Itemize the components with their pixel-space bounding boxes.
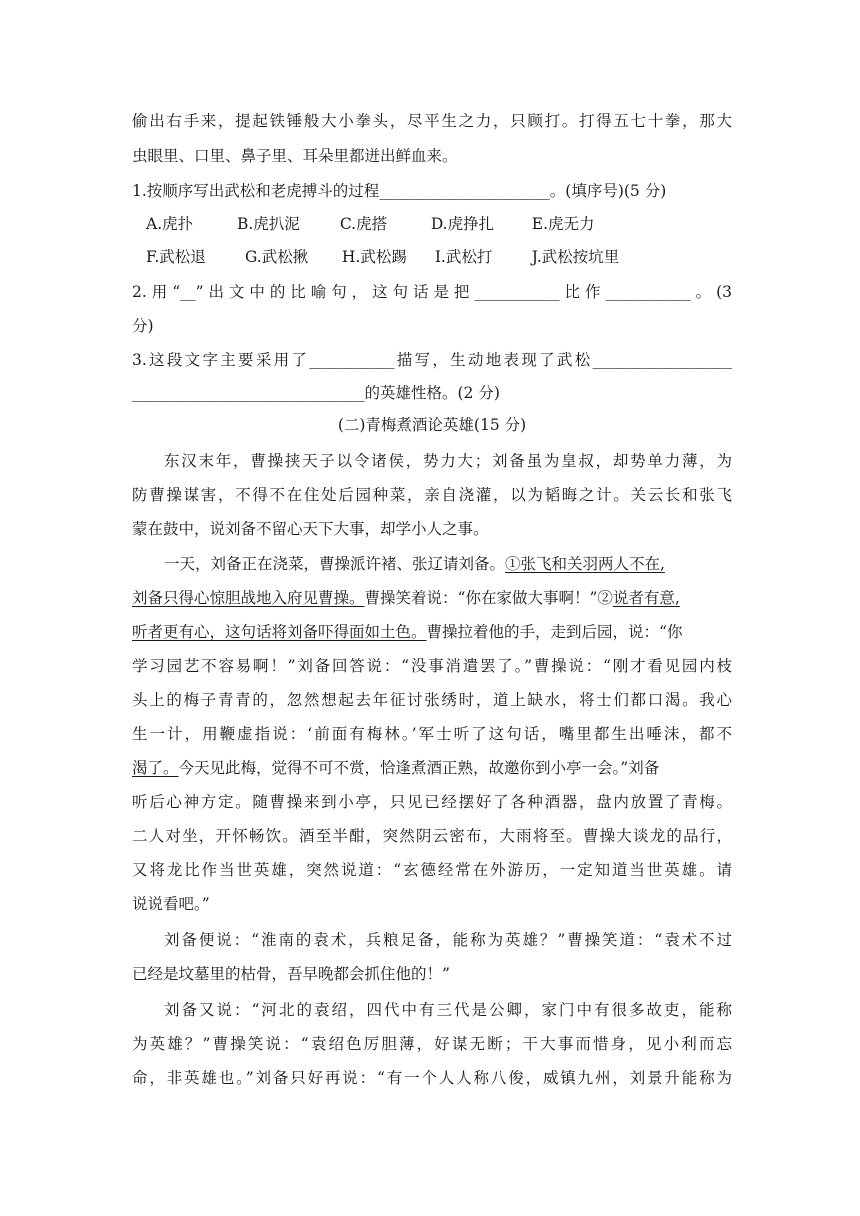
p4-line-3: 命，非英雄也。”刘备只好再说：“有一个人人称八俊，威镇九州，刘景升能称为 [132, 1069, 732, 1087]
option-c: C.虎搭 [339, 215, 388, 233]
p2-line-8: 听后心神方定。随曹操来到小亭，只见已经摆好了各种酒器，盘内放置了青梅。 [132, 793, 732, 811]
p2-line-2 [132, 587, 732, 609]
passage1-line-2: 虫眼里、口里、鼻子里、耳朵里都迸出鲜血来。 [132, 147, 458, 165]
p2-line-3 [132, 621, 732, 643]
underlined-sentence-3: 渴了。 [132, 759, 179, 777]
p3-line-2: 已经是坟墓里的枯骨，吾早晚都会抓住他的！” [132, 965, 450, 983]
p2-line-1-text: 一天，刘备正在浇菜，曹操派许褚、张辽请刘备。 [164, 555, 506, 573]
section-title: (二)青梅煮酒论英雄(15 分) [337, 416, 527, 434]
p2-line-5: 头上的梅子青青的，忽然想起去年征讨张绣时，道上缺水，将士们都口渴。我心 [132, 691, 732, 709]
underlined-sentence-1-part-2: 刘备只得心惊胆战地入府见曹操。 [132, 589, 365, 607]
p1-line-3: 蒙在鼓中，说刘备不留心天下大事，却学小人之事。 [132, 520, 489, 538]
p2-line-3-text: 曹操拉着他的手，走到后园，说：“你 [426, 623, 683, 641]
p2-line-6: 生一计，用鞭虚指说：‘前面有梅林。’军士听了这句话，嘴里都生出唾沫，都不 [132, 725, 732, 743]
option-d: D.虎挣扎 [430, 215, 495, 233]
question-1-options-row-2 [146, 246, 746, 268]
p4-line-2: 为英雄？”曹操笑说：“袁绍色厉胆薄，好谋无断；干大事而惜身，见小利而忘 [132, 1035, 732, 1053]
underlined-sentence-2-part-1: 说者有意, [612, 589, 680, 607]
question-2-line-2: 分) [132, 317, 154, 335]
p2-line-1 [164, 553, 732, 575]
p1-line-1: 东汉末年，曹操挟天子以令诸侯，势力大；刘备虽为皇叔，却势单力薄，为 [164, 452, 732, 470]
option-j: J.武松按坑里 [531, 248, 620, 266]
option-g: G.武松揪 [244, 248, 309, 266]
question-1: 1.按顺序写出武松和老虎搏斗的过程______________________。(填序号)(5 分) [132, 182, 667, 200]
underlined-sentence-1-part-1: ①张飞和关羽两人不在, [505, 555, 665, 573]
option-a: A.虎扑 [146, 215, 194, 233]
question-2-line-1: 2.用“__”出文中的比喻句，这句话是把___________比作___________。(3 [132, 283, 732, 301]
underlined-sentence-2-part-2: 听者更有心，这句话将刘备吓得面如土色。 [132, 623, 427, 641]
question-1-options-row-1 [146, 213, 746, 235]
passage1-line-1: 偷出右手来，提起铁锤般大小拳头，尽平生之力，只顾打。打得五七十拳，那大 [132, 112, 732, 130]
p4-line-1: 刘备又说：“河北的袁绍，四代中有三代是公卿，家门中有很多故吏，能称 [164, 1001, 732, 1019]
p2-line-4: 学习园艺不容易啊！”刘备回答说：“没事消遣罢了。”曹操说：“刚才看见园内枝 [132, 657, 732, 675]
option-f: F.武松退 [146, 248, 206, 266]
option-b: B.虎扒泥 [236, 215, 300, 233]
p3-line-1: 刘备便说：“淮南的袁术，兵粮足备，能称为英雄？”曹操笑道：“袁术不过 [164, 931, 732, 949]
p2-line-7 [132, 757, 732, 779]
option-h: H.武松踢 [341, 248, 407, 266]
p2-line-10: 又将龙比作当世英雄，突然说道：“玄德经常在外游历，一定知道当世英雄。请 [132, 861, 732, 879]
option-e: E.虎无力 [531, 215, 595, 233]
p2-line-9: 二人对坐，开怀畅饮。酒至半酣，突然阴云密布，大雨将至。曹操大谈龙的品行， [132, 827, 732, 845]
question-3-line-1: 3.这段文字主要采用了___________描写，生动地表现了武松__________________ [132, 351, 732, 369]
p2-line-11: 说说看吧。” [132, 895, 210, 913]
option-i: I.武松打 [434, 248, 493, 266]
p2-line-7-text: 今天见此梅，觉得不可不赏，恰逢煮酒正熟，故邀你到小亭一会。”刘备 [178, 759, 660, 777]
p1-line-2: 防曹操谋害，不得不在住处后园种菜，亲自浇灌，以为韬晦之计。关云长和张飞 [132, 486, 732, 504]
p2-line-2-text: 曹操笑着说：“你在家做大事啊！”② [364, 589, 613, 607]
question-3-line-2: ______________________________的英雄性格。(2 分) [132, 384, 500, 402]
